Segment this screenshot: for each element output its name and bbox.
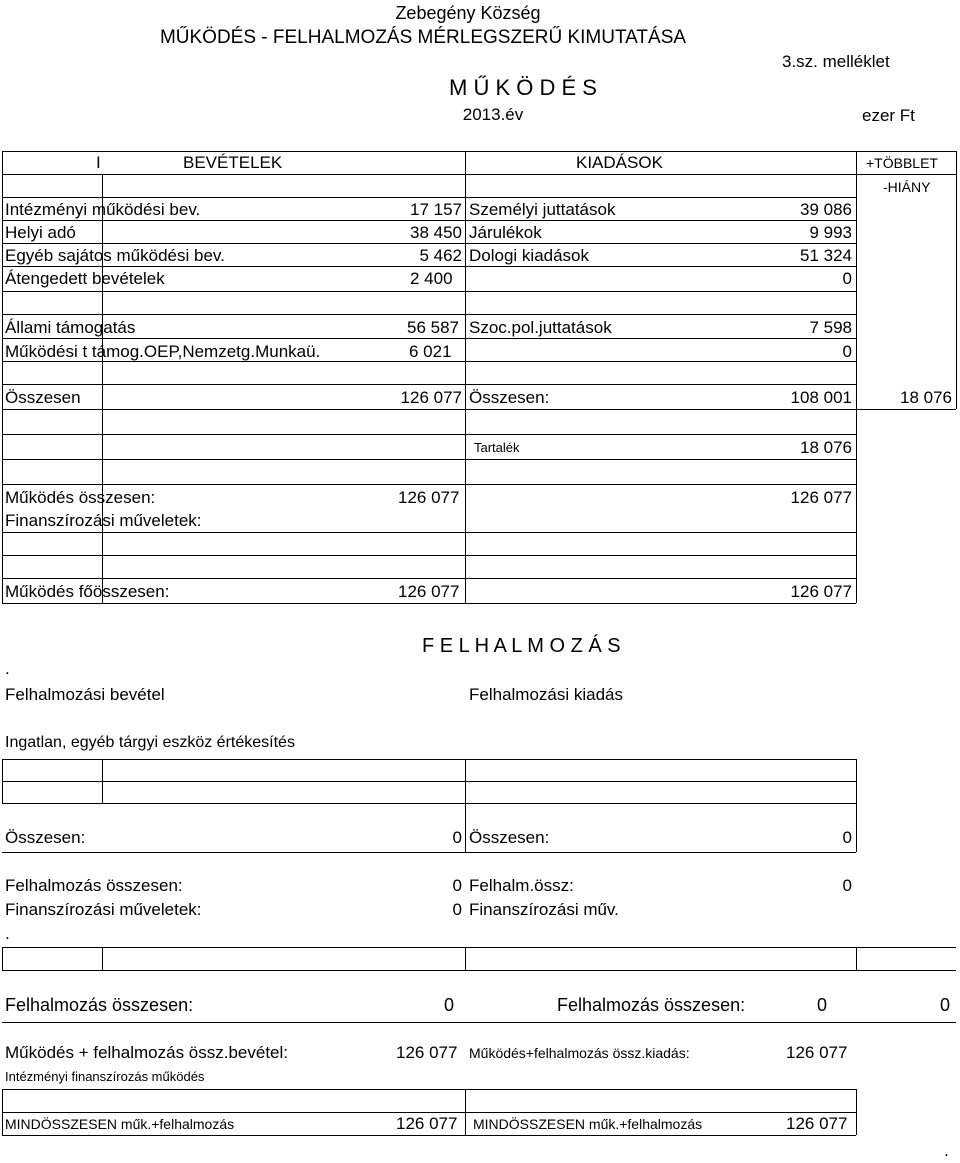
income-label: Működési t támog.OEP,Nemzetg.Munkaü. xyxy=(5,342,321,361)
income-total-value: 126 077 xyxy=(400,388,462,407)
capital-all-expense-label: Felhalmozás összesen: xyxy=(557,995,746,1015)
income-label: Állami támogatás xyxy=(5,318,136,337)
mukodes-sum-income: 126 077 xyxy=(398,488,460,507)
grid-line xyxy=(102,174,103,603)
grid-line xyxy=(2,314,856,315)
grid-line xyxy=(2,1022,956,1023)
grid-line xyxy=(2,603,856,604)
column-header-deficit: -HIÁNY xyxy=(883,179,931,195)
grid-line xyxy=(2,947,956,948)
capital-sum-expense-value: 0 xyxy=(842,876,852,895)
income-label: Egyéb sajátos működési bev. xyxy=(5,246,225,265)
expense-value: 51 324 xyxy=(800,246,852,265)
mukodes-grand-label: Működés főösszesen: xyxy=(5,582,170,601)
column-header-surplus: +TÖBBLET xyxy=(866,155,938,171)
grid-line xyxy=(2,409,956,410)
dot-mark: . xyxy=(5,659,10,678)
income-value: 38 450 xyxy=(410,223,462,242)
grid-line xyxy=(102,947,103,970)
expense-value: 0 xyxy=(842,342,852,361)
grand-income-label: MINDÖSSZESEN műk.+felhalmozás xyxy=(5,1116,235,1132)
grid-line xyxy=(2,781,856,782)
grid-line xyxy=(2,174,956,175)
grid-line xyxy=(2,1135,856,1136)
mukodes-grand-expense: 126 077 xyxy=(790,582,852,601)
grid-line xyxy=(856,947,857,970)
column-mark: I xyxy=(96,153,101,172)
municipality-name: Zebegény Község xyxy=(395,3,541,23)
grid-line xyxy=(2,759,856,760)
capital-sum-income-value: 0 xyxy=(452,876,462,895)
grid-line xyxy=(2,197,856,198)
capital-financing-income-label: Finanszírozási műveletek: xyxy=(5,900,202,919)
grid-line xyxy=(2,291,856,292)
grid-line xyxy=(2,532,856,533)
column-header-expense: KIADÁSOK xyxy=(576,153,663,172)
grid-line xyxy=(2,434,856,435)
surplus-value: 18 076 xyxy=(900,388,952,407)
grid-line xyxy=(2,459,856,460)
reserve-value: 18 076 xyxy=(800,438,852,457)
grid-line xyxy=(2,384,856,385)
mukodes-grand-income: 126 077 xyxy=(398,582,460,601)
expense-value: 9 993 xyxy=(809,223,852,242)
grid-line xyxy=(2,578,856,579)
combined-expense-value: 126 077 xyxy=(786,1043,848,1062)
expense-label: Járulékok xyxy=(469,223,542,242)
grid-line xyxy=(2,970,956,971)
grid-line xyxy=(465,1089,466,1135)
grid-line xyxy=(2,266,856,267)
expense-total-label: Összesen: xyxy=(469,388,550,407)
expense-value: 0 xyxy=(842,269,852,288)
grid-line xyxy=(2,338,856,339)
capital-financing-income-value: 0 xyxy=(452,900,462,919)
capital-all-expense-value: 0 xyxy=(817,995,828,1015)
combined-expense-label: Működés+felhalmozás össz.kiadás: xyxy=(469,1045,690,1061)
capital-all-income-value: 0 xyxy=(444,995,455,1015)
capital-expense-header: Felhalmozási kiadás xyxy=(469,685,624,704)
income-value: 2 400 xyxy=(410,269,453,288)
mukodes-sum-expense: 126 077 xyxy=(790,488,852,507)
capital-all-diff: 0 xyxy=(940,995,951,1015)
grid-line xyxy=(2,803,856,804)
grid-line xyxy=(2,1112,856,1113)
grid-line xyxy=(2,947,3,970)
capital-financing-expense-label: Finanszírozási műv. xyxy=(469,900,619,919)
income-value: 5 462 xyxy=(419,246,462,265)
combined-income-label: Működés + felhalmozás össz.bevétel: xyxy=(5,1043,289,1062)
grid-line xyxy=(2,220,856,221)
income-label: Intézményi működési bev. xyxy=(5,200,201,219)
capital-total-income-label: Összesen: xyxy=(5,828,86,847)
expense-value: 39 086 xyxy=(800,200,852,219)
income-value: 56 587 xyxy=(407,318,459,337)
income-value: 17 157 xyxy=(410,200,462,219)
expense-value: 7 598 xyxy=(809,318,852,337)
grid-line xyxy=(2,555,856,556)
mukodes-sum-label: Működés összesen: xyxy=(5,488,156,507)
grid-line xyxy=(856,759,857,852)
grid-line xyxy=(956,151,957,409)
expense-total-value: 108 001 xyxy=(790,388,852,407)
year-label: 2013.év xyxy=(462,105,524,124)
grid-line xyxy=(2,1089,856,1090)
capital-income-header: Felhalmozási bevétel xyxy=(5,685,165,704)
grid-line xyxy=(856,151,857,603)
document-title: MŰKÖDÉS - FELHALMOZÁS MÉRLEGSZERŰ KIMUTATÁSA xyxy=(159,27,687,48)
grand-income-value: 126 077 xyxy=(396,1114,458,1133)
capital-sum-income-label: Felhalmozás összesen: xyxy=(5,876,183,895)
grid-line xyxy=(102,759,103,803)
annex-label: 3.sz. melléklet xyxy=(782,52,890,71)
capital-total-expense-value: 0 xyxy=(842,828,852,847)
grand-expense-label: MINDÖSSZESEN műk.+felhalmozás xyxy=(473,1116,703,1132)
grid-line xyxy=(856,1089,857,1135)
grand-expense-value: 126 077 xyxy=(786,1114,848,1133)
unit-label: ezer Ft xyxy=(862,106,915,125)
income-label: Helyi adó xyxy=(5,223,76,242)
grid-line xyxy=(2,1089,3,1135)
capital-total-income-value: 0 xyxy=(452,828,462,847)
grid-line xyxy=(2,243,856,244)
grid-line xyxy=(465,947,466,970)
capital-income-row: Ingatlan, egyéb tárgyi eszköz értékesítés xyxy=(5,734,295,751)
section-title-felhalmozas: F E L H A L M O Z Á S xyxy=(422,635,621,657)
institutional-financing-label: Intézményi finanszírozás működés xyxy=(5,1069,205,1084)
financing-label: Finanszírozási műveletek: xyxy=(5,511,202,530)
grid-line xyxy=(465,759,466,852)
end-dot: . xyxy=(944,1141,949,1160)
grid-line xyxy=(2,484,856,485)
dot-mark: . xyxy=(5,924,10,943)
grid-line xyxy=(2,759,3,803)
reserve-label: Tartalék xyxy=(474,440,520,455)
column-header-income: BEVÉTELEK xyxy=(183,153,283,172)
grid-line xyxy=(2,852,856,853)
capital-total-expense-label: Összesen: xyxy=(469,828,550,847)
section-title-mukodes: M Ű K Ö D É S xyxy=(449,75,597,100)
combined-income-value: 126 077 xyxy=(396,1043,458,1062)
grid-line xyxy=(465,151,466,603)
expense-label: Személyi juttatások xyxy=(469,200,616,219)
capital-all-income-label: Felhalmozás összesen: xyxy=(5,995,194,1015)
income-label: Átengedett bevételek xyxy=(5,269,165,288)
grid-line xyxy=(2,151,3,603)
grid-line xyxy=(2,151,956,152)
income-total-label: Összesen xyxy=(5,388,81,407)
grid-line xyxy=(2,361,856,362)
capital-sum-expense-label: Felhalm.össz: xyxy=(469,876,574,895)
expense-label: Dologi kiadások xyxy=(469,246,590,265)
income-value: 6 021 xyxy=(409,342,452,361)
expense-label: Szoc.pol.juttatások xyxy=(469,318,612,337)
